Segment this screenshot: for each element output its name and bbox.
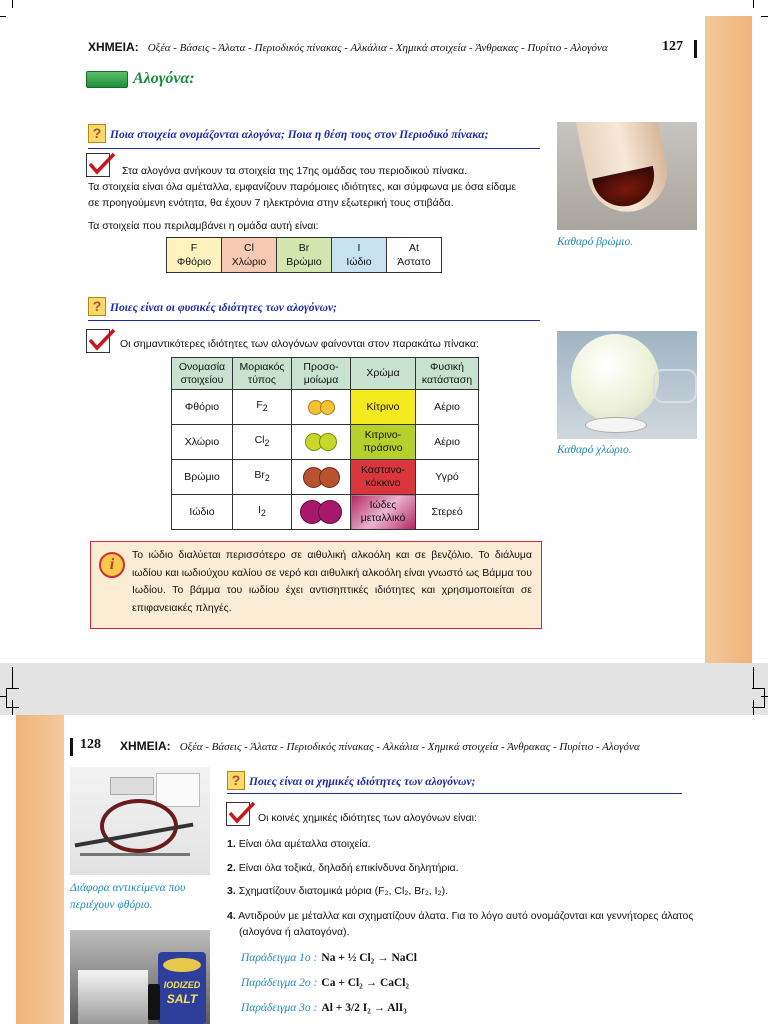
salt-label-1: IODIZED [163, 980, 201, 990]
table-row [172, 460, 479, 495]
element-name: Ιώδιο [172, 495, 233, 530]
page-header-2 [120, 739, 690, 753]
question-1 [88, 124, 488, 143]
question-icon: ? [88, 124, 106, 143]
formula: $Br_2$ [233, 460, 292, 495]
page-number: 127 [662, 39, 683, 54]
col-header: Ονομασία στοιχείου [172, 358, 233, 390]
caption-fluorine: Διάφορα αντικείμενα που περιέχουν φθόριο. [70, 882, 186, 911]
col-header: Μοριακός τύπος [233, 358, 292, 390]
crop-mark [761, 16, 768, 17]
crop-mark [752, 688, 765, 708]
checkmark-icon [86, 327, 116, 353]
element-cell [167, 238, 222, 273]
question-icon: ? [88, 297, 106, 316]
iodized-salt-photo [70, 930, 210, 1024]
list-item: 2. Είναι όλα τοξικά, δηλαδή επικίνδυνα δηλητήρια. [227, 861, 459, 874]
list-item: 4. Αντιδρούν με μέταλλα και σχηματίζουν άλατα. Για το λόγο αυτό ονομάζονται και γεννήτορες άλατος [227, 909, 694, 922]
example-row: Παράδειγμα 1ο : Na + ½ Cl₂ → NaCl [241, 952, 418, 964]
page-number-bar [70, 738, 73, 756]
molecule-model [292, 495, 351, 530]
element-name: Άστατο [397, 256, 431, 268]
element-name: Βρώμιο [172, 460, 233, 495]
header-subject: ΧΗΜΕΙΑ: [120, 739, 171, 753]
bromine-photo [557, 122, 697, 230]
color-swatch: Ιώδες μεταλλικό [351, 495, 416, 530]
info-text: Το ιώδιο διαλύεται περισσότερο σε αιθυλική αλκοόλη και σε βενζόλιο. Το διάλυμα ιωδίου και ιωδιούχου καλίου σε νερό και αιθυλική αλκοόλη είναι γνωστό ως Βάμμα του Ιωδίου. Το βάμμα του ιωδίου έχει αντισηπτικές ιδιότητες και χρησιμοποιείται σε επιφανειακές πληγές. [132, 549, 532, 614]
example-row: Παράδειγμα 3ο : Al + 3/2 I₂ → AlI₃ [241, 1002, 407, 1014]
element-name: Βρώμιο [286, 256, 322, 268]
element-cell [332, 238, 387, 273]
element-name: Φθόριο [172, 390, 233, 425]
col-header: Φυσική κατάσταση [416, 358, 479, 390]
col-header: Χρώμα [351, 358, 416, 390]
molecule-model [292, 390, 351, 425]
section-title: Αλογόνα: [133, 70, 195, 87]
question-3 [227, 771, 475, 790]
answer-3: Οι κοινές χημικές ιδιότητες των αλογόνων είναι: [258, 812, 477, 824]
example-row: Παράδειγμα 2ο : Ca + Cl₂ → CaCl₂ [241, 977, 409, 989]
info-icon: i [99, 552, 125, 578]
physical-state: Στερεό [416, 495, 479, 530]
crop-mark [753, 667, 754, 689]
question-2 [88, 297, 337, 316]
section-marker [86, 71, 128, 88]
crop-mark [0, 16, 6, 17]
answer-1-line: Τα στοιχεία είναι όλα αμέταλλα, εμφανίζουν παρόμοιες ιδιότητες, και σύμφωνα με όσα είδαμε [88, 181, 517, 193]
header-subject: ΧΗΜΕΙΑ: [88, 40, 139, 54]
question-2-text: Ποιες είναι οι φυσικές ιδιότητες των αλογόνων; [110, 302, 337, 314]
color-swatch: Κιτρινο-πράσινο [351, 425, 416, 460]
crop-mark [753, 0, 754, 8]
answer-1-line: σε προηγούμενη ενότητα, θα έχουν 7 ηλεκτρόνια στην εξωτερική τους στιβάδα. [88, 197, 454, 209]
element-name: Χλώριο [231, 256, 267, 268]
page-edge-strip [705, 16, 752, 663]
divider [227, 793, 682, 794]
element-symbol: Br [298, 242, 310, 254]
element-symbol: Cl [244, 242, 254, 254]
page-gap [0, 663, 768, 715]
physical-state: Αέριο [416, 425, 479, 460]
answer-1 [88, 163, 548, 211]
page-number-bar [694, 40, 697, 58]
element-symbol: F [190, 242, 198, 254]
table-row [172, 390, 479, 425]
group-intro: Τα στοιχεία που περιλαμβάνει η ομάδα αυτή είναι: [88, 220, 319, 232]
examples [241, 945, 417, 1020]
header-topics: Οξέα - Βάσεις - Άλατα - Περιοδικός πίνακας - Αλκάλια - Χημικά στοιχεία - Άνθρακας - Πυρίτιο - Αλογόνα [179, 741, 640, 753]
element-name: Φθόριο [176, 256, 212, 268]
question-icon: ? [227, 771, 245, 790]
answer-2: Οι σημαντικότερες ιδιότητες των αλογόνων φαίνονται στον παρακάτω πίνακα: [120, 338, 479, 350]
physical-state: Υγρό [416, 460, 479, 495]
checkmark-icon [226, 800, 256, 826]
chemical-properties-list [227, 833, 694, 940]
molecule-model [292, 425, 351, 460]
caption-bromine: Καθαρό βρώμιο. [557, 236, 634, 248]
element-cell [222, 238, 277, 273]
answer-1-line: Στα αλογόνα ανήκουν τα στοιχεία της 17ης ομάδας του περιοδικού πίνακα. [122, 165, 468, 177]
crop-mark [6, 688, 19, 708]
divider [88, 148, 540, 149]
color-swatch: Κίτρινο [351, 390, 416, 425]
formula: $Cl_2$ [233, 425, 292, 460]
element-name: Χλώριο [172, 425, 233, 460]
salt-label-2: SALT [166, 992, 198, 1006]
question-1-text: Ποια στοιχεία ονομάζονται αλογόνα; Ποια η θέση τους στον Περιοδικό πίνακα; [110, 129, 489, 141]
color-swatch: Καστανο-κόκκινο [351, 460, 416, 495]
element-symbol: I [357, 242, 361, 254]
table-row [172, 425, 479, 460]
page-edge-strip [16, 715, 64, 1024]
page-header [88, 40, 648, 54]
element-cell [277, 238, 332, 273]
page-number-2: 128 [80, 737, 101, 752]
chlorine-photo [557, 331, 697, 439]
element-name: Ιώδιο [346, 256, 372, 268]
question-3-text: Ποιες είναι οι χημικές ιδιότητες των αλογόνων; [249, 776, 476, 788]
molecule-model [292, 460, 351, 495]
fluorine-objects-photo [70, 767, 210, 875]
divider [88, 320, 540, 321]
crop-mark [12, 0, 13, 8]
list-item: 1. Είναι όλα αμέταλλα στοιχεία. [227, 838, 371, 850]
header-topics: Οξέα - Βάσεις - Άλατα - Περιοδικός πίνακας - Αλκάλια - Χημικά στοιχεία - Άνθρακας - Πυρίτιο - Αλογόνα [147, 42, 608, 54]
info-box [90, 541, 542, 629]
list-item: 3. Σχηματίζουν διατομικά μόρια (F₂, Cl₂, Br₂, I₂). [227, 885, 449, 897]
element-cell [387, 238, 442, 273]
col-header: Προσο-μοίωμα [292, 358, 351, 390]
crop-mark [12, 667, 13, 689]
physical-state: Αέριο [416, 390, 479, 425]
elements-table [166, 237, 442, 273]
caption-chlorine: Καθαρό χλώριο. [557, 444, 632, 456]
formula: $I_2$ [233, 495, 292, 530]
formula: $F_2$ [233, 390, 292, 425]
element-symbol: At [409, 242, 419, 254]
list-item: (αλογόνα ή αλατογόνα). [239, 925, 350, 938]
table-row [172, 495, 479, 530]
properties-table [171, 357, 479, 530]
